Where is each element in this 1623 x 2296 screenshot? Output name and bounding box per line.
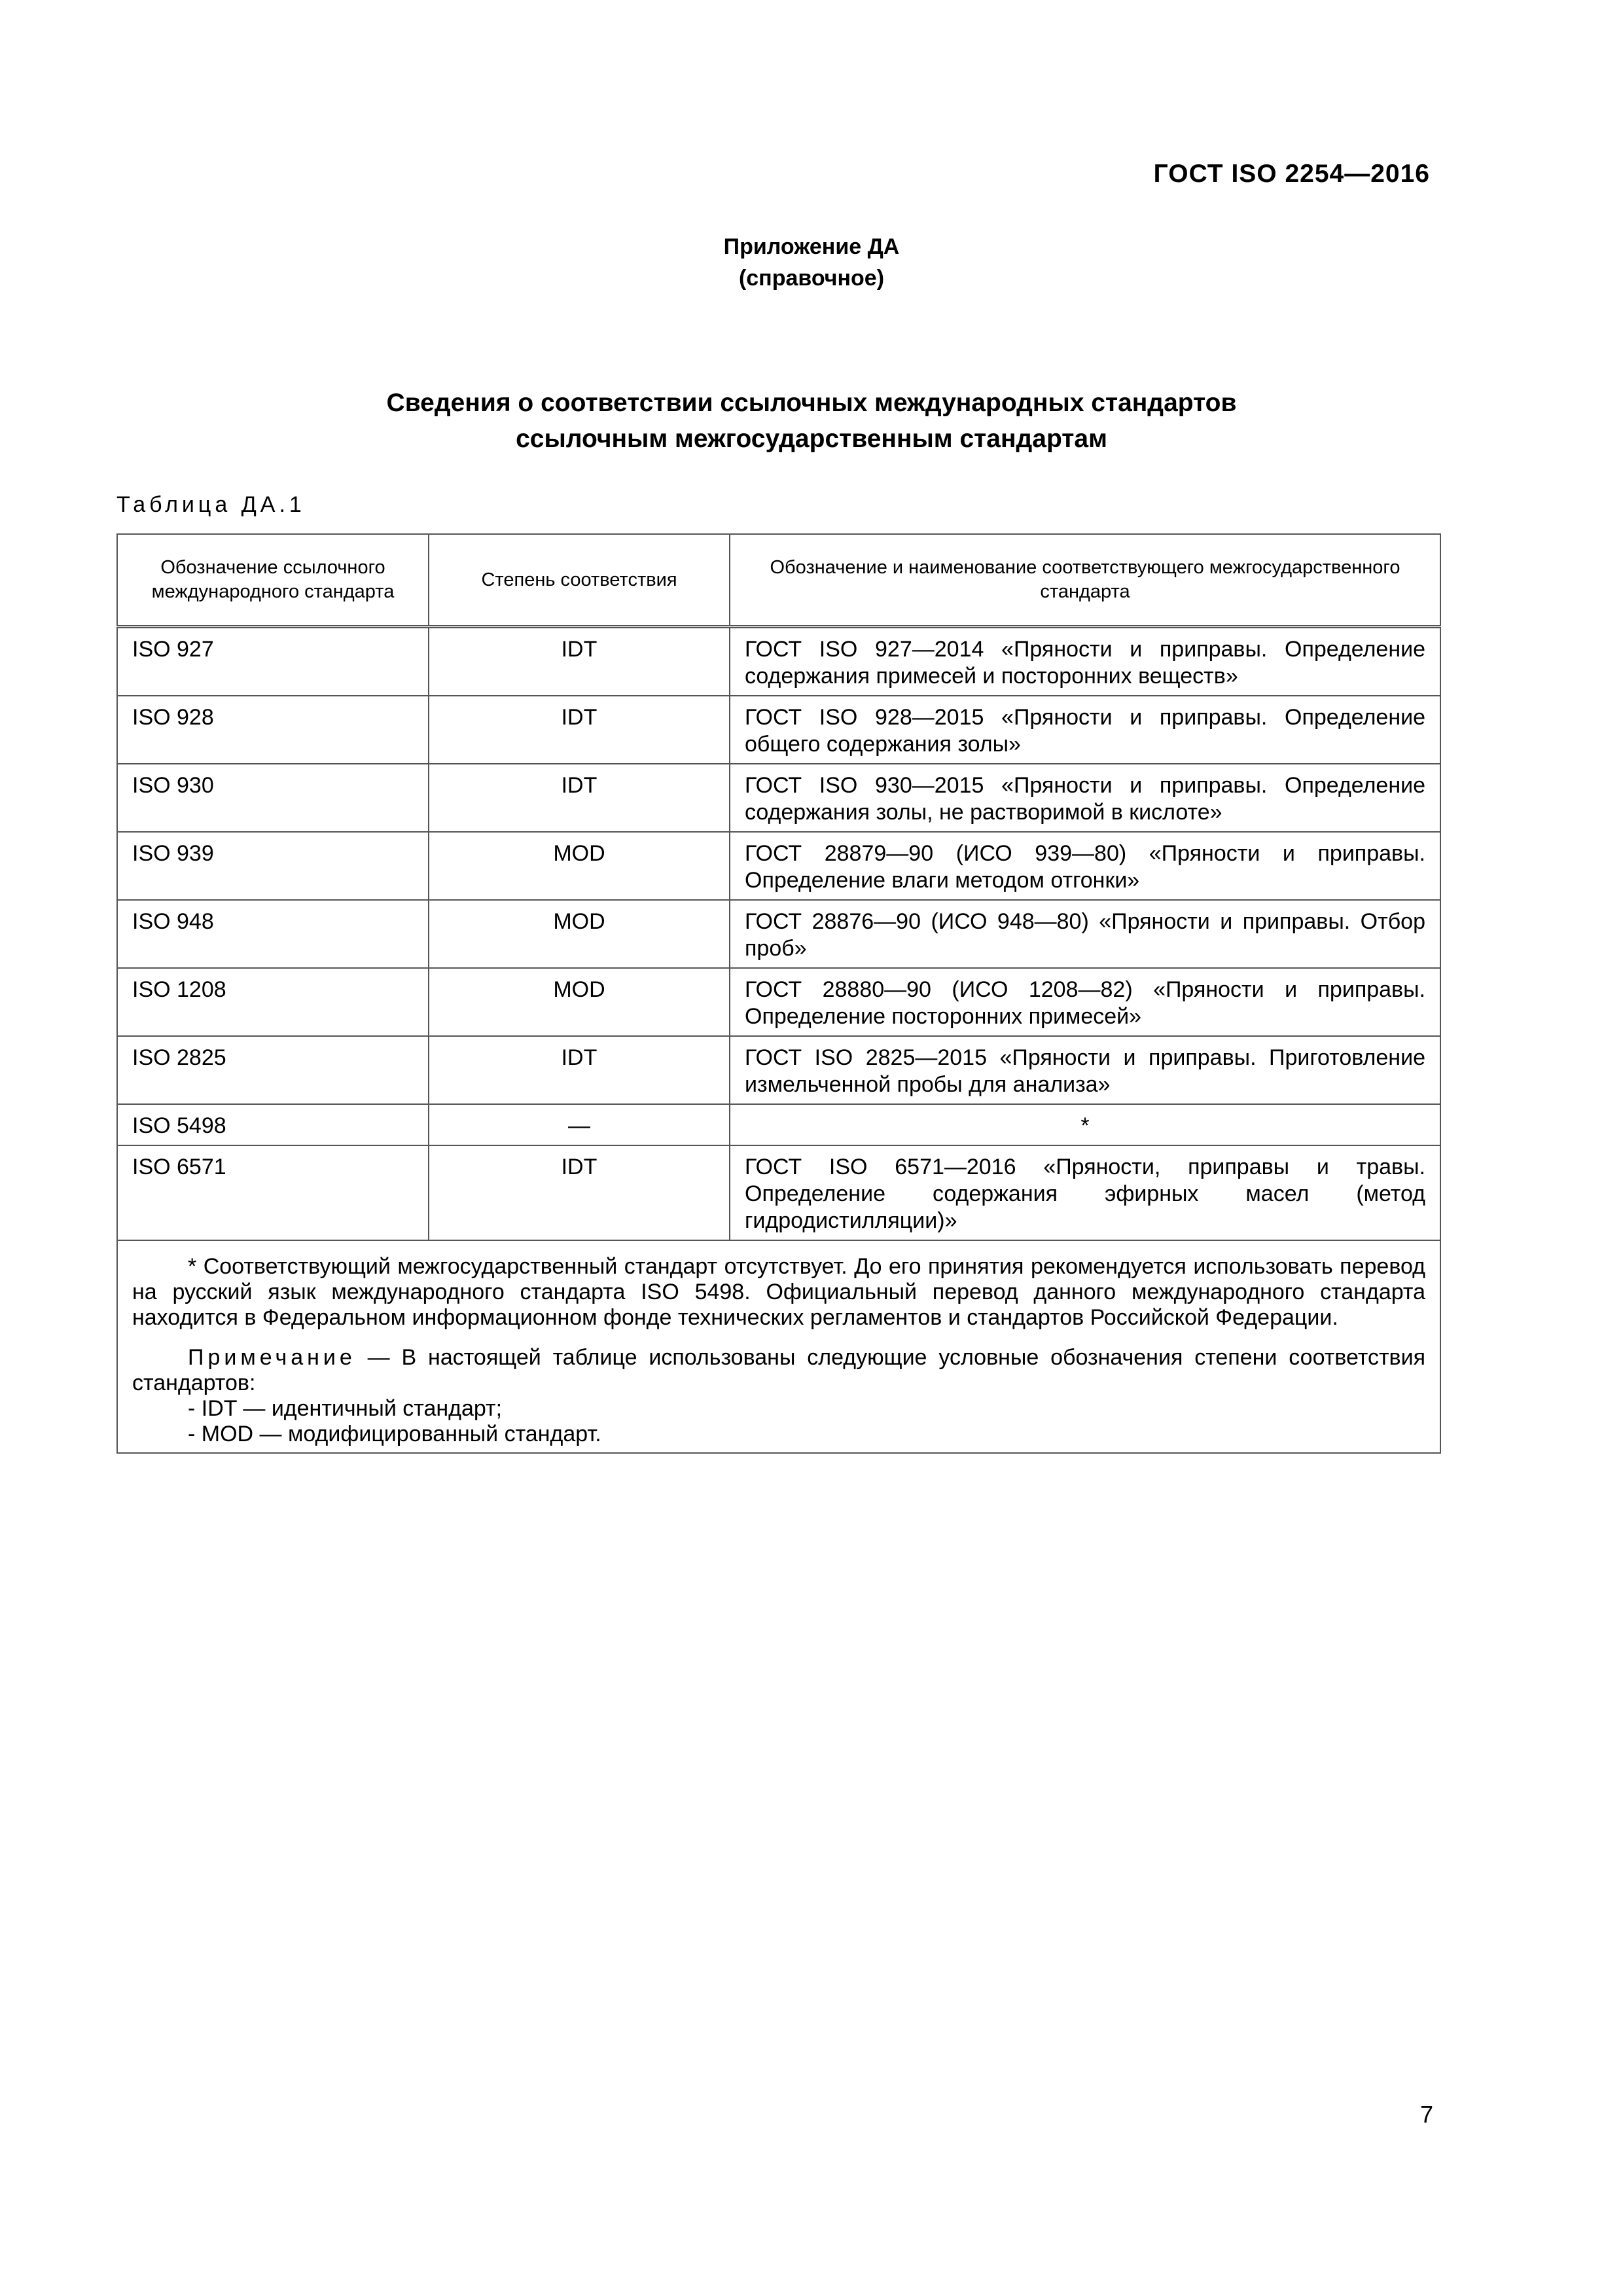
table-header-row xyxy=(117,534,1440,627)
appendix-label: Приложение ДА xyxy=(723,234,900,259)
cell-degree: IDT xyxy=(429,627,730,696)
table-row xyxy=(117,764,1440,832)
cell-degree: IDT xyxy=(429,696,730,764)
table-row xyxy=(117,968,1440,1036)
note-item-idt: - IDT — идентичный стандарт; xyxy=(188,1396,503,1421)
page-title-line-2: ссылочным межгосударственным стандартам xyxy=(516,425,1107,453)
cell-degree: IDT xyxy=(429,764,730,832)
header-degree: Степень соответствия xyxy=(429,534,730,627)
cell-name: ГОСТ 28876—90 (ИСО 948—80) «Пряности и приправы. Отбор проб» xyxy=(730,900,1440,968)
cell-intl: ISO 5498 xyxy=(117,1104,429,1145)
cell-intl: ISO 928 xyxy=(117,696,429,764)
cell-degree: MOD xyxy=(429,832,730,900)
header-intl-standard: Обозначение ссылочного международного стандарта xyxy=(117,534,429,627)
cell-name: ГОСТ ISO 6571—2016 «Пряности, приправы и травы. Определение содержания эфирных масел (метод гидродистилляции)» xyxy=(730,1145,1440,1240)
table-row xyxy=(117,1104,1440,1145)
cell-intl: ISO 939 xyxy=(117,832,429,900)
cell-intl: ISO 930 xyxy=(117,764,429,832)
page-number: 7 xyxy=(1419,2101,1433,2128)
note-text: — В настоящей таблице использованы следующие условные обозначения степени соответствия стандартов: xyxy=(132,1345,1425,1395)
cell-intl: ISO 948 xyxy=(117,900,429,968)
cell-intl: ISO 1208 xyxy=(117,968,429,1036)
table-footnote: * Соответствующий межгосударственный стандарт отсутствует. До его принятия рекомендуется использовать перевод на русский язык международного стандарта ISO 5498. Официальный перевод данного международного стандарта находится в Федеральном информационном фонде технических регламентов и стандартов Российской Федерации. xyxy=(132,1254,1425,1330)
standards-table xyxy=(116,533,1441,1454)
table-note xyxy=(132,1345,1425,1396)
header-interstate-standard: Обозначение и наименование соответствующего межгосударственного стандарта xyxy=(730,534,1440,627)
cell-intl: ISO 927 xyxy=(117,627,429,696)
table-row xyxy=(117,900,1440,968)
note-item-mod: - MOD — модифицированный стандарт. xyxy=(188,1422,601,1446)
table-row xyxy=(117,832,1440,900)
cell-name: ГОСТ ISO 930—2015 «Пряности и приправы. Определение содержания золы, не растворимой в кислоте» xyxy=(730,764,1440,832)
cell-name: ГОСТ 28880—90 (ИСО 1208—82) «Пряности и приправы. Определение посторонних примесей» xyxy=(730,968,1440,1036)
table-label xyxy=(116,492,306,518)
page-title xyxy=(0,385,1623,457)
page-title-line-1: Сведения о соответствии ссылочных международных стандартов xyxy=(386,389,1237,417)
table-footer-row xyxy=(117,1240,1440,1453)
cell-name: ГОСТ ISO 2825—2015 «Пряности и приправы. Приготовление измельченной пробы для анализа» xyxy=(730,1036,1440,1104)
appendix-heading xyxy=(0,231,1623,294)
table-row xyxy=(117,696,1440,764)
cell-degree: MOD xyxy=(429,968,730,1036)
table-label-text: Таблица ДА.1 xyxy=(116,492,306,517)
cell-intl: ISO 2825 xyxy=(117,1036,429,1104)
table-row xyxy=(117,1036,1440,1104)
cell-intl: ISO 6571 xyxy=(117,1145,429,1240)
cell-degree: — xyxy=(429,1104,730,1145)
table-row xyxy=(117,1145,1440,1240)
cell-name: * xyxy=(730,1104,1440,1145)
cell-name: ГОСТ ISO 928—2015 «Пряности и приправы. Определение общего содержания золы» xyxy=(730,696,1440,764)
table-container xyxy=(116,533,1440,1454)
table-row xyxy=(117,627,1440,696)
document-code: ГОСТ ISO 2254—2016 xyxy=(1153,160,1430,188)
cell-name: ГОСТ ISO 927—2014 «Пряности и приправы. Определение содержания примесей и посторонних веществ» xyxy=(730,627,1440,696)
cell-degree: IDT xyxy=(429,1145,730,1240)
cell-degree: MOD xyxy=(429,900,730,968)
appendix-type: (справочное) xyxy=(738,266,885,291)
note-label: Примечание xyxy=(188,1345,356,1370)
cell-name: ГОСТ 28879—90 (ИСО 939—80) «Пряности и приправы. Определение влаги методом отгонки» xyxy=(730,832,1440,900)
table-footer xyxy=(117,1240,1440,1453)
cell-degree: IDT xyxy=(429,1036,730,1104)
